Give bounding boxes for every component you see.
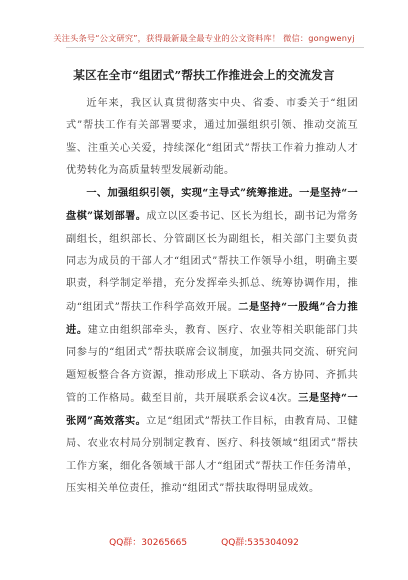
point1-text: 成立以区委书记、区长为组长，副书记为常务副组长，组织部长、分管副区长为副组长，相关部门主要负责同志为成员的干部人才“组团式”帮扶工作领导小组，明确主要职责，科学制定举措，充分发挥牵头抓总、统筹协调作用，推动“组团式”帮扶工作科学高效开展。 <box>66 211 358 313</box>
document-body <box>66 93 358 500</box>
point3-heading: 三是坚持“一张网”高效落实。 <box>66 391 358 428</box>
document-title: 某区在全市“组团式”帮扶工作推进会上的交流发言 <box>73 68 335 82</box>
point2-text: 建立由组织部牵头，教育、医疗、农业等相关职能部门共同参与的“组团式”帮扶联席会议制度，加强共同交流、研究问题短板整合各方资源，推动形成上下联动、各方协同、齐抓共管的工作格局。截至目前，共开展联系会议4次。 <box>66 324 358 404</box>
footer-qq-group-1: QQ群：30265665 <box>109 538 188 548</box>
header-divider <box>66 47 364 48</box>
header-banner: 关注头条号“公文研究”，获得最新最全最专业的公文资料库！ 微信：gongwenyj <box>53 33 355 43</box>
section-paragraph <box>66 182 358 500</box>
intro-paragraph <box>66 93 358 182</box>
footer-qq-group-2: QQ群:535304092 <box>221 538 299 548</box>
point2-heading: 二是坚持“一股绳”合力推进。 <box>66 300 358 336</box>
point1-heading: 一是坚持“一盘棋”谋划部署。 <box>66 187 358 223</box>
intro-text: 近年来，我区认真贯彻落实中央、省委、市委关于“组团式”帮扶工作有关部署要求，通过加强组织引领、推动交流互鉴、注重关心关爱，持续深化“组团式”帮扶工作着力推动人才优势转化为高质量转型发展新动能。 <box>66 98 358 176</box>
footer <box>0 535 408 548</box>
point3-text: 立足“组团式”帮扶工作目标，由教育局、卫健局、农业农村局分别制定教育、医疗、科技领域“组团式”帮扶工作方案，细化各领域干部人才“组团式”帮扶工作任务清单，压实相关单位责任，推动“组团式”帮扶取得明显成效。 <box>66 416 358 495</box>
section1-heading: 一、加强组织引领，实现“主导式”统筹推进。 <box>86 187 300 200</box>
